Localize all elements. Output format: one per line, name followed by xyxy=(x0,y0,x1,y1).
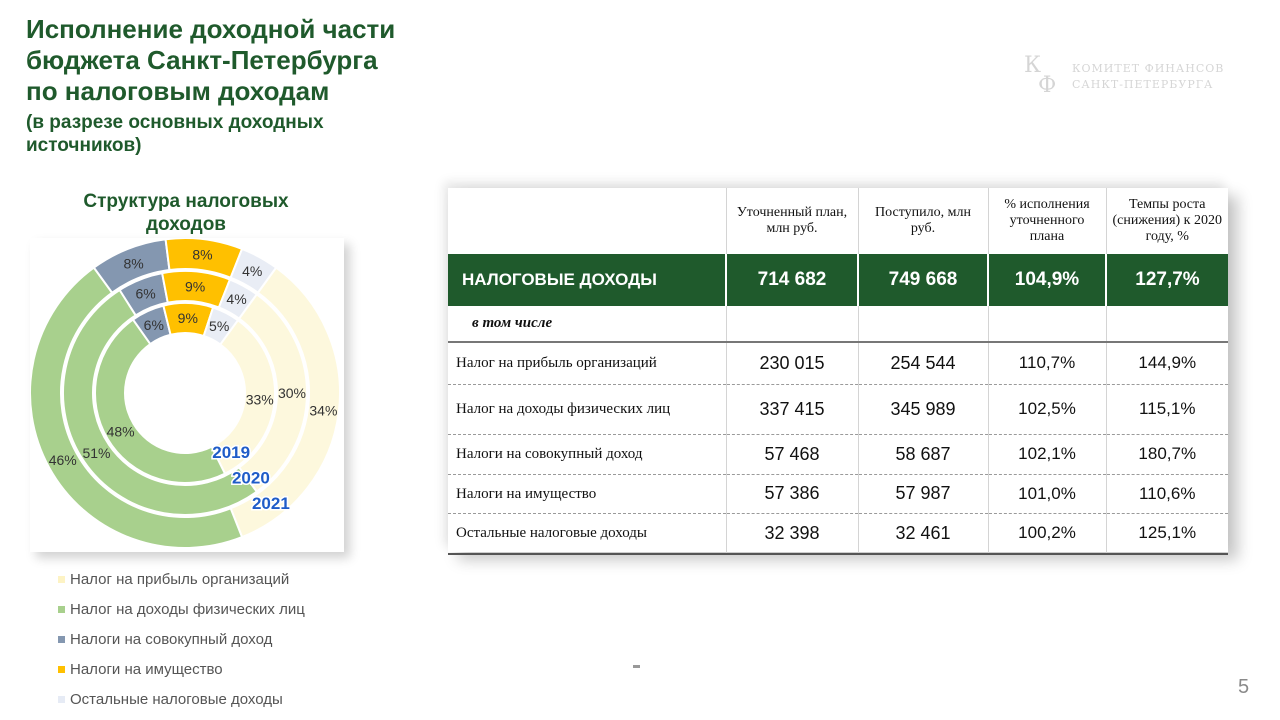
cell-execution: 100,2% xyxy=(988,513,1106,554)
page-title xyxy=(26,14,486,107)
logo-mark-top: К xyxy=(1024,53,1042,78)
donut-data-label: 46% xyxy=(48,452,77,469)
cell-plan: 230 015 xyxy=(726,342,858,384)
page-subtitle: (в разрезе основных доходных источников) xyxy=(26,112,324,156)
legend-label: Налоги на имущество xyxy=(70,661,223,678)
cell-received: 32 461 xyxy=(858,513,988,554)
page-number: 5 xyxy=(1238,676,1250,698)
table-header-row xyxy=(448,188,1228,254)
cell-received: 345 989 xyxy=(858,384,988,434)
cell-execution: 110,7% xyxy=(988,342,1106,384)
cell-received: 57 987 xyxy=(858,474,988,513)
title-line: по налоговым доходам xyxy=(26,76,330,106)
donut-data-label: 4% xyxy=(242,262,263,279)
tax-revenue-table-panel xyxy=(448,188,1228,552)
donut-data-label: 48% xyxy=(106,423,135,440)
donut-data-label: 9% xyxy=(184,278,206,295)
legend-swatch-pdfl xyxy=(58,606,65,613)
table-row xyxy=(448,434,1228,474)
legend-item xyxy=(58,656,378,686)
legend-item xyxy=(58,686,378,716)
legend-item xyxy=(58,566,378,596)
donut-data-label: 34% xyxy=(309,402,338,419)
cell-execution: 102,1% xyxy=(988,434,1106,474)
cell-plan: 337 415 xyxy=(726,384,858,434)
table-row xyxy=(448,342,1228,384)
cell-execution: 102,5% xyxy=(988,384,1106,434)
column-header: Уточненный план, млн руб. xyxy=(726,188,858,254)
donut-data-label: 8% xyxy=(192,246,213,263)
legend-item xyxy=(58,596,378,626)
column-header xyxy=(448,188,726,254)
donut-year-label: 2019 xyxy=(212,443,251,463)
table-row xyxy=(448,384,1228,434)
cell-plan: 57 468 xyxy=(726,434,858,474)
legend-label: Налог на прибыль организаций xyxy=(70,571,290,588)
legend-label: Налоги на совокупный доход xyxy=(70,631,273,648)
structure-chart-title: Структура налоговых доходов xyxy=(83,191,289,235)
cell-growth: 144,9% xyxy=(1106,342,1228,384)
legend-swatch-property xyxy=(58,666,65,673)
cell-growth: 180,7% xyxy=(1106,434,1228,474)
total-execution: 104,9% xyxy=(988,254,1106,306)
donut-chart-panel xyxy=(30,238,344,552)
table-total-row xyxy=(448,254,1228,306)
total-growth: 127,7% xyxy=(1106,254,1228,306)
donut-year-label: 2021 xyxy=(251,493,290,513)
legend-label: Налог на доходы физических лиц xyxy=(70,601,305,618)
row-label: Налог на прибыль организаций xyxy=(448,342,726,384)
cell-growth: 110,6% xyxy=(1106,474,1228,513)
cell-execution: 101,0% xyxy=(988,474,1106,513)
row-label: Остальные налоговые доходы xyxy=(448,513,726,554)
including-row xyxy=(448,306,1228,342)
donut-data-label: 30% xyxy=(277,385,307,401)
title-line: Исполнение доходной части xyxy=(26,14,396,44)
cell-received: 58 687 xyxy=(858,434,988,474)
cell-growth: 125,1% xyxy=(1106,513,1228,554)
donut-data-label: 5% xyxy=(209,318,230,335)
donut-year-label: 2020 xyxy=(231,468,270,488)
row-label: Налог на доходы физических лиц xyxy=(448,384,726,434)
title-line: бюджета Санкт-Петербурга xyxy=(26,45,378,75)
column-header: % исполнения уточненного плана xyxy=(988,188,1106,254)
total-plan: 714 682 xyxy=(726,254,858,306)
chart-legend xyxy=(58,566,378,716)
donut-data-label: 33% xyxy=(245,391,274,408)
decorative-dot xyxy=(633,665,640,668)
logo-text-line1: КОМИТЕТ ФИНАНСОВ xyxy=(1072,62,1225,75)
column-header: Поступило, млн руб. xyxy=(858,188,988,254)
cell-plan: 32 398 xyxy=(726,513,858,554)
row-label: Налоги на совокупный доход xyxy=(448,434,726,474)
logo-mark-icon xyxy=(1024,53,1064,98)
legend-swatch-profit xyxy=(58,576,65,583)
donut-data-label: 9% xyxy=(177,310,198,327)
total-label: НАЛОГОВЫЕ ДОХОДЫ xyxy=(448,254,726,306)
legend-swatch-aggregate xyxy=(58,636,65,643)
cell-growth: 115,1% xyxy=(1106,384,1228,434)
legend-swatch-other xyxy=(58,696,65,703)
table-row xyxy=(448,513,1228,554)
legend-label: Остальные налоговые доходы xyxy=(70,691,283,708)
legend-item xyxy=(58,626,378,656)
logo-text-line2: САНКТ-ПЕТЕРБУРГА xyxy=(1072,78,1214,91)
row-label: Налоги на имущество xyxy=(448,474,726,513)
tax-revenue-table xyxy=(448,188,1228,555)
cell-plan: 57 386 xyxy=(726,474,858,513)
donut-data-label: 51% xyxy=(82,445,111,462)
cell-received: 254 544 xyxy=(858,342,988,384)
including-label: в том числе xyxy=(448,306,726,342)
donut-data-label: 6% xyxy=(135,285,156,302)
total-received: 749 668 xyxy=(858,254,988,306)
table-row xyxy=(448,474,1228,513)
donut-data-label: 4% xyxy=(226,291,247,308)
column-header: Темпы роста (снижения) к 2020 году, % xyxy=(1106,188,1228,254)
donut-chart xyxy=(30,238,344,552)
logo-mark-bottom: Ф xyxy=(1038,73,1057,98)
finance-committee-logo xyxy=(1024,53,1234,100)
donut-data-label: 8% xyxy=(123,255,144,272)
donut-data-label: 6% xyxy=(143,316,164,333)
